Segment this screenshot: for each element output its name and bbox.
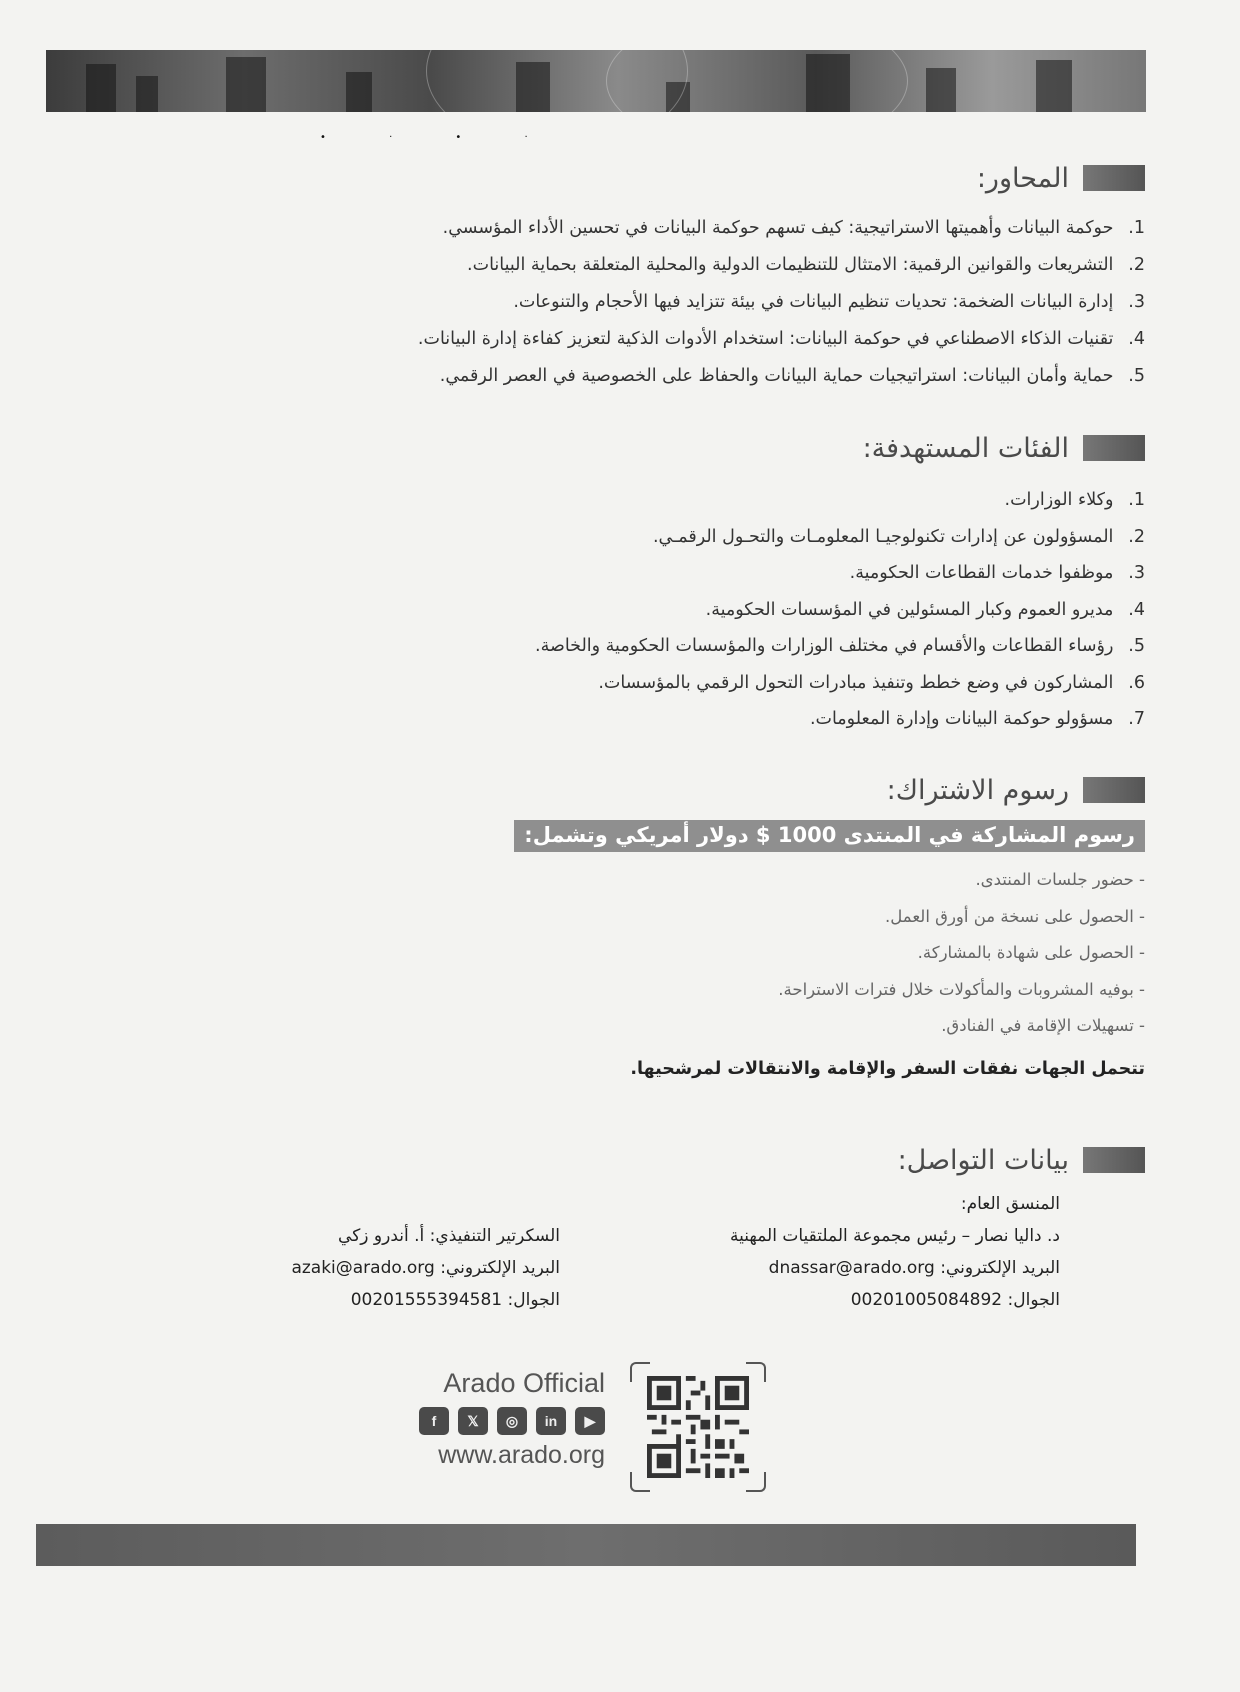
youtube-icon[interactable]: ▶ xyxy=(575,1407,605,1435)
secretary-phone-row xyxy=(291,1284,560,1316)
qr-code[interactable] xyxy=(630,1362,766,1492)
email-label: البريد الإلكتروني: xyxy=(440,1258,560,1278)
target-title: الفئات المستهدفة: xyxy=(862,432,1069,464)
secretary-email-link[interactable]: azaki@arado.org xyxy=(291,1258,435,1278)
coordinator-role: المنسق العام: xyxy=(960,1194,1060,1214)
axes-list xyxy=(418,210,1145,395)
section-marker xyxy=(1083,777,1145,803)
email-label: البريد الإلكتروني: xyxy=(940,1258,1060,1278)
contact-title: بيانات التواصل: xyxy=(897,1144,1069,1176)
target-header xyxy=(535,428,1145,468)
list-item: 2. التشريعات والقوانين الرقمية: الامتثال للتنظيمات الدولية والمحلية المتعلقة بحماية البيانات. xyxy=(467,255,1145,275)
section-marker xyxy=(1083,165,1145,191)
list-item: 5. حماية وأمان البيانات: استراتيجيات حماية البيانات والحفاظ على الخصوصية في العصر الرقمي. xyxy=(439,366,1145,386)
list-item: 2. المسؤولون عن إدارات تكنولوجيـا المعلومـات والتحـول الرقمـي. xyxy=(652,526,1145,547)
fees-section xyxy=(514,770,1145,1079)
fees-header xyxy=(514,770,1145,810)
list-item: 7. مسؤولو حوكمة البيانات وإدارة المعلومات. xyxy=(809,709,1145,729)
list-item: 3. موظفوا خدمات القطاعات الحكومية. xyxy=(849,563,1145,583)
fees-highlight-banner: رسوم المشاركة في المنتدى 1000 $ دولار أمريكي وتشمل: xyxy=(514,820,1145,852)
coordinator-phone-row xyxy=(730,1284,1060,1316)
general-coordinator-contact xyxy=(730,1188,1060,1316)
list-item: 5. رؤساء القطاعات والأقسام في مختلف الوزارات والمؤسسات الحكومية والخاصة. xyxy=(535,636,1145,656)
list-item: 6. المشاركون في وضع خطط وتنفيذ مبادرات التحول الرقمي بالمؤسسات. xyxy=(598,672,1145,693)
linkedin-icon[interactable]: in xyxy=(536,1407,566,1435)
fees-list xyxy=(514,862,1145,1045)
section-marker xyxy=(1083,1147,1145,1173)
executive-secretary-contact xyxy=(291,1220,560,1316)
list-item: 4. تقنيات الذكاء الاصطناعي في حوكمة البيانات: استخدام الأدوات الذكية لتعزيز كفاءة إدارة البيانات. xyxy=(417,329,1145,349)
fees-note: تتحمل الجهات نفقات السفر والإقامة والانتقالات لمرشحيها. xyxy=(630,1058,1145,1079)
contact-section xyxy=(898,1140,1145,1180)
qr-pattern-icon xyxy=(646,1376,750,1478)
secretary-phone[interactable]: 00201555394581 xyxy=(350,1290,503,1310)
secretary-name: السكرتير التنفيذي: أ. أندرو زكي xyxy=(338,1226,560,1246)
coordinator-email-link[interactable]: dnassar@arado.org xyxy=(768,1258,935,1278)
list-item: 4. مديرو العموم وكبار المسئولين في المؤسسات الحكومية. xyxy=(705,599,1145,620)
list-item: - الحصول على شهادة بالمشاركة. xyxy=(917,943,1145,962)
facebook-icon[interactable]: f xyxy=(419,1407,449,1435)
scan-dots: • · • · xyxy=(320,132,558,143)
axes-header xyxy=(418,158,1145,198)
list-item: 1. حوكمة البيانات وأهميتها الاستراتيجية: كيف تسهم حوكمة البيانات في تحسين الأداء المؤسسي. xyxy=(442,218,1145,238)
list-item: - تسهيلات الإقامة في الفنادق. xyxy=(941,1016,1145,1035)
secretary-email-row xyxy=(291,1252,560,1284)
section-marker xyxy=(1083,435,1145,461)
axes-section xyxy=(418,158,1145,395)
axes-title: المحاور: xyxy=(976,162,1069,194)
target-list xyxy=(535,482,1145,738)
list-item: 3. إدارة البيانات الضخمة: تحديات تنظيم البيانات في بيئة تتزايد فيها الأحجام والتنوعات. xyxy=(513,292,1145,312)
social-icons xyxy=(405,1407,605,1435)
list-item: - بوفيه المشروبات والمأكولات خلال فترات الاستراحة. xyxy=(778,979,1145,999)
coordinator-phone[interactable]: 00201005084892 xyxy=(850,1290,1003,1310)
phone-label: الجوال: xyxy=(1007,1290,1060,1310)
footer-bar xyxy=(36,1524,1136,1566)
contact-header xyxy=(898,1140,1145,1180)
instagram-icon[interactable]: ◎ xyxy=(497,1407,527,1435)
header-banner-image xyxy=(46,50,1146,112)
x-icon[interactable]: 𝕏 xyxy=(458,1407,488,1435)
target-section xyxy=(535,428,1145,738)
list-item: 1. وكلاء الوزارات. xyxy=(1004,490,1145,510)
brand-name: Arado Official xyxy=(443,1368,605,1398)
coordinator-name: د. داليا نصار – رئيس مجموعة الملتقيات المهنية xyxy=(730,1226,1060,1246)
website-link[interactable]: www.arado.org xyxy=(438,1441,605,1469)
list-item: - حضور جلسات المنتدى. xyxy=(975,870,1145,889)
coordinator-email-row xyxy=(730,1252,1060,1284)
phone-label: الجوال: xyxy=(507,1290,560,1310)
brand-block xyxy=(405,1368,605,1470)
fees-title: رسوم الاشتراك: xyxy=(886,774,1069,806)
list-item: - الحصول على نسخة من أورق العمل. xyxy=(885,906,1145,926)
